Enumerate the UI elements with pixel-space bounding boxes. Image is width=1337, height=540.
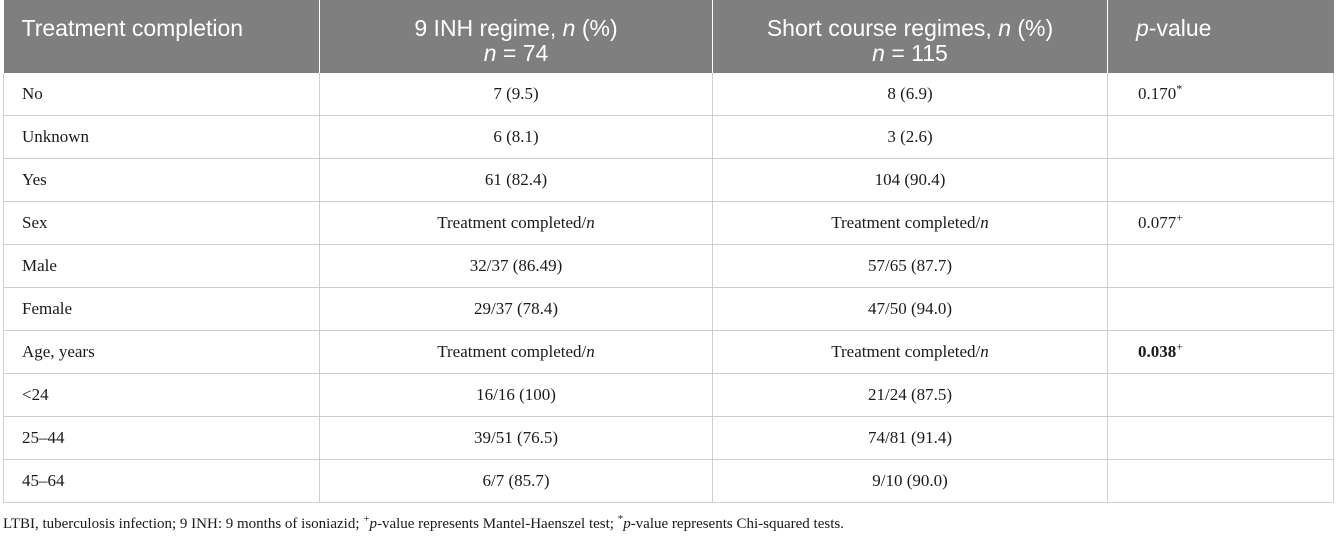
cell-short-course <box>713 245 1108 288</box>
cell-p-value <box>1108 331 1334 374</box>
row-label: No <box>4 73 320 116</box>
row-label: Female <box>4 288 320 331</box>
footnote-sup: * <box>617 513 624 525</box>
header-italic: n <box>483 40 497 66</box>
table-row <box>4 245 1334 288</box>
row-label: 45–64 <box>4 460 320 503</box>
header-italic: n <box>872 40 885 66</box>
table-body <box>4 73 1334 503</box>
cell-italic: n <box>586 213 595 232</box>
cell-short-course <box>713 288 1108 331</box>
cell-short-course <box>713 417 1108 460</box>
p-value-marker: + <box>1176 339 1184 354</box>
footnote-italic: p <box>623 516 631 532</box>
cell-value: 6 (8.1) <box>493 127 539 146</box>
cell-p-value <box>1108 202 1334 245</box>
header-label: (%) <box>1011 15 1054 41</box>
cell-value: 29/37 (78.4) <box>473 299 559 318</box>
table-row <box>4 116 1334 159</box>
footnote-text: -value represents Mantel-Haenszel test; <box>376 516 618 532</box>
cell-p-value <box>1108 417 1334 460</box>
p-value-text: 0.077 <box>1138 213 1177 232</box>
cell-value: 7 (9.5) <box>493 84 539 103</box>
footnote-text: -value represents Chi-squared tests. <box>630 516 844 532</box>
cell-9-inh <box>320 245 713 288</box>
cell-p-value <box>1108 245 1334 288</box>
cell-p-value <box>1108 460 1334 503</box>
cell-value: Treatment completed/ <box>831 213 981 232</box>
cell-italic: n <box>980 213 989 232</box>
p-value-marker: + <box>1176 210 1184 225</box>
cell-9-inh <box>320 159 713 202</box>
cell-short-course <box>713 460 1108 503</box>
cell-value: 61 (82.4) <box>484 170 548 189</box>
cell-value: Treatment completed/ <box>831 342 981 361</box>
table-row <box>4 460 1334 503</box>
header-label: (%) <box>575 15 618 41</box>
cell-9-inh <box>320 417 713 460</box>
cell-italic: n <box>980 342 989 361</box>
header-label: Short course regimes, <box>766 15 999 41</box>
cell-value: 6/7 (85.7) <box>482 471 550 490</box>
row-label: Yes <box>4 159 320 202</box>
header-italic: p <box>1136 15 1149 41</box>
cell-9-inh <box>320 374 713 417</box>
header-label: 9 INH regime, <box>414 15 563 41</box>
cell-short-course <box>713 116 1108 159</box>
table-row <box>4 374 1334 417</box>
header-italic: n <box>562 15 576 41</box>
results-table-container <box>3 0 1333 503</box>
cell-value: Treatment completed/ <box>437 213 587 232</box>
cell-p-value <box>1108 288 1334 331</box>
cell-value: Treatment completed/ <box>437 342 587 361</box>
table-row <box>4 417 1334 460</box>
header-label: Treatment completion <box>21 15 244 41</box>
cell-value: 32/37 (86.49) <box>469 256 563 275</box>
footnote-italic: p <box>369 516 377 532</box>
header-treatment-completion <box>4 0 320 73</box>
p-value-text: 0.038 <box>1138 342 1177 361</box>
row-label: 25–44 <box>4 417 320 460</box>
table-row <box>4 73 1334 116</box>
cell-p-value <box>1108 73 1334 116</box>
table-header-row <box>4 0 1334 73</box>
treatment-completion-table <box>3 0 1334 503</box>
cell-value: 21/24 (87.5) <box>867 385 953 404</box>
row-label: Sex <box>4 202 320 245</box>
table-footnote <box>3 513 844 533</box>
header-9-inh-regime <box>320 0 713 73</box>
header-count: = 115 <box>884 40 948 66</box>
cell-9-inh <box>320 331 713 374</box>
cell-p-value <box>1108 116 1334 159</box>
row-label: <24 <box>4 374 320 417</box>
cell-9-inh <box>320 460 713 503</box>
footnote-sup: + <box>363 513 370 525</box>
table-row <box>4 331 1334 374</box>
row-label: Male <box>4 245 320 288</box>
cell-value: 9/10 (90.0) <box>872 471 948 490</box>
cell-value: 104 (90.4) <box>874 170 946 189</box>
cell-value: 16/16 (100) <box>476 385 556 404</box>
table-row <box>4 159 1334 202</box>
cell-short-course <box>713 331 1108 374</box>
p-value-text: 0.170 <box>1138 84 1177 103</box>
cell-value: 3 (2.6) <box>887 127 933 146</box>
cell-value: 39/51 (76.5) <box>473 428 559 447</box>
cell-p-value <box>1108 374 1334 417</box>
cell-9-inh <box>320 288 713 331</box>
row-label: Age, years <box>4 331 320 374</box>
p-value-marker: * <box>1176 81 1183 96</box>
cell-italic: n <box>586 342 595 361</box>
cell-short-course <box>713 374 1108 417</box>
cell-value: 8 (6.9) <box>887 84 933 103</box>
cell-short-course <box>713 159 1108 202</box>
table-row <box>4 202 1334 245</box>
header-italic: n <box>998 15 1011 41</box>
header-count: = 74 <box>496 40 549 66</box>
cell-value: 57/65 (87.7) <box>867 256 953 275</box>
cell-short-course <box>713 73 1108 116</box>
header-label: -value <box>1148 15 1212 41</box>
cell-9-inh <box>320 73 713 116</box>
row-label: Unknown <box>4 116 320 159</box>
cell-9-inh <box>320 202 713 245</box>
cell-p-value <box>1108 159 1334 202</box>
footnote-text: LTBI, tuberculosis infection; 9 INH: 9 months of isoniazid; <box>3 516 364 532</box>
cell-9-inh <box>320 116 713 159</box>
cell-value: 74/81 (91.4) <box>867 428 953 447</box>
header-p-value <box>1108 0 1334 73</box>
header-short-course-regimes <box>713 0 1108 73</box>
cell-value: 47/50 (94.0) <box>867 299 953 318</box>
cell-short-course <box>713 202 1108 245</box>
table-row <box>4 288 1334 331</box>
